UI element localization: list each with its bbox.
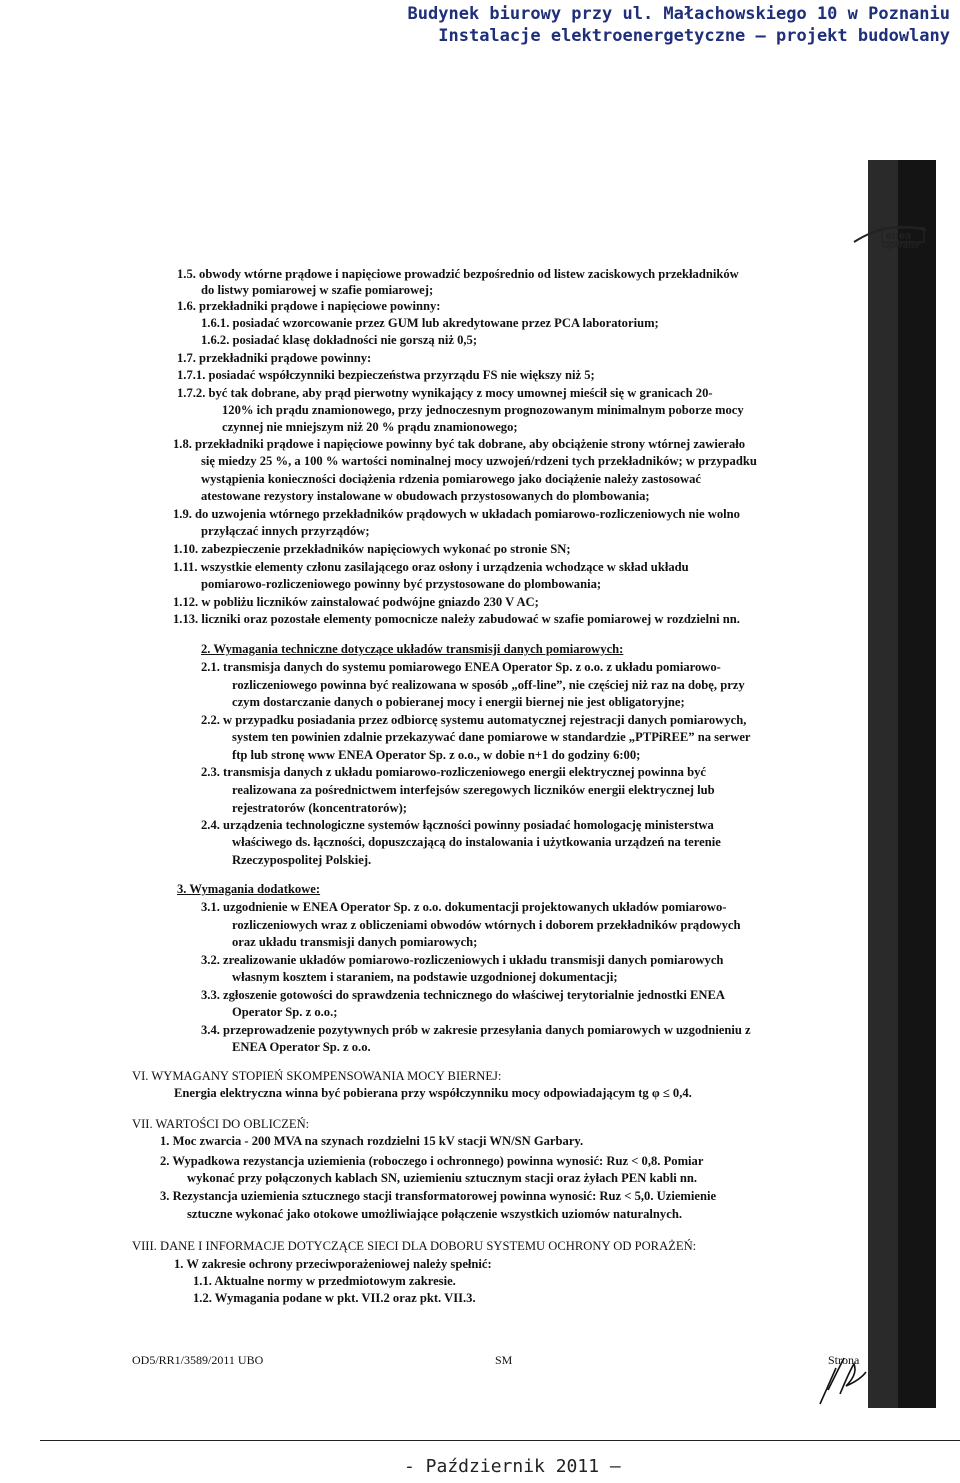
text-line: ENEA Operator Sp. z o.o. xyxy=(232,1040,371,1054)
text-line: 2. Wypadkowa rezystancja uziemienia (roboczego i ochronnego) powinna wynosić: Ruz < 0,8. Pomiar xyxy=(160,1154,704,1168)
text-line: właściwego ds. łączności, dopuszczającą do instalowania i użytkowania urządzeń na terenie xyxy=(232,835,721,849)
text-line: 1.10. zabezpieczenie przekładników napięciowych wykonać po stronie SN; xyxy=(173,542,571,556)
svg-text:enea: enea xyxy=(886,230,912,242)
text-line: 1.7. przekładniki prądowe powinny: xyxy=(177,351,372,365)
text-line: 2.1. transmisja danych do systemu pomiarowego ENEA Operator Sp. z o.o. z układu pomiarowo- xyxy=(201,660,721,674)
logo-operator-text: Operator xyxy=(882,240,921,250)
footer-page-label: Strona xyxy=(828,1353,860,1367)
text-line: 1.6.1. posiadać wzorcowanie przez GUM lub akredytowane przez PCA laboratorium; xyxy=(201,316,659,330)
text-line: 3.2. zrealizowanie układów pomiarowo-rozliczeniowych i układu transmisji danych pomiarowych xyxy=(201,953,724,967)
scan-edge-bar-inner xyxy=(868,160,898,1408)
text-line: oraz układu transmisji danych pomiarowych; xyxy=(232,935,478,949)
text-line: 1.6. przekładniki prądowe i napięciowe powinny: xyxy=(177,299,441,313)
text-line: wystąpienia konieczności dociążenia rdzenia pomiarowego jako dociążenie należy zastosować xyxy=(201,472,701,486)
text-line: realizowana za pośrednictwem interfejsów szeregowych liczników energii elektrycznej lub xyxy=(232,783,715,797)
text-line: 3.4. przeprowadzenie pozytywnych prób w zakresie przesyłania danych pomiarowych w uzgodnieniu z xyxy=(201,1023,751,1037)
section-heading: 2. Wymagania techniczne dotyczące układów transmisji danych pomiarowych: xyxy=(201,642,624,656)
chapter-heading: VII. WARTOŚCI DO OBLICZEŃ: xyxy=(132,1117,310,1131)
text-line: Operator Sp. z o.o.; xyxy=(232,1005,338,1019)
footer-date: - Październik 2011 – xyxy=(404,1456,621,1477)
signature-mark xyxy=(814,1350,874,1410)
text-line: 1.2. Wymagania podane w pkt. VII.2 oraz pkt. VII.3. xyxy=(193,1291,476,1305)
text-line: własnym kosztem i staraniem, na podstawie uzgodnionej dokumentacji; xyxy=(232,970,618,984)
chapter-heading: VI. WYMAGANY STOPIEŃ SKOMPENSOWANIA MOCY BIERNEJ: xyxy=(132,1069,502,1083)
enea-logo-icon xyxy=(848,216,930,258)
text-line: wykonać przy połączonych kablach SN, uziemieniu sztucznym stacji oraz żyłach PEN kabli nn. xyxy=(187,1171,698,1185)
text-line: czynnej nie mniejszym niż 20 % prądu znamionowego; xyxy=(222,420,518,434)
text-line: się miedzy 25 %, a 100 % wartości nominalnej mocy uzwojeń/rdzeni tych przekładników; w przypadku xyxy=(201,454,757,468)
text-line: rozliczeniowego powinna być realizowana w sposób „off-line”, nie częściej niż raz na dobę, przy xyxy=(232,678,745,692)
document-header-subtitle: Instalacje elektroenergetyczne – projekt budowlany xyxy=(438,26,950,46)
footer-initials: SM xyxy=(495,1353,513,1367)
text-line: 1.9. do uzwojenia wtórnego przekładników prądowych w układach pomiarowo-rozliczeniowych nie wolno xyxy=(173,507,740,521)
text-line: 1.6.2. posiadać klasę dokładności nie gorszą niż 0,5; xyxy=(201,333,478,347)
text-line: pomiarowo-rozliczeniowego powinny być przystosowane do plombowania; xyxy=(201,577,602,591)
footer-rule xyxy=(40,1440,960,1441)
text-line: 3.1. uzgodnienie w ENEA Operator Sp. z o.o. dokumentacji projektowanych układów pomiarowo- xyxy=(201,900,727,914)
text-line: 1.8. przekładniki prądowe i napięciowe powinny być tak dobrane, aby obciążenie strony wtórnej zawierało xyxy=(173,437,746,451)
footer-reference: OD5/RR1/3589/2011 UBO xyxy=(132,1353,264,1367)
text-line: atestowane rezystory instalowane w obudowach przystosowanych do plombowania; xyxy=(201,489,650,503)
text-line: przyłączać innych przyrządów; xyxy=(201,524,370,538)
text-line: 1.12. w pobliżu liczników zainstalować podwójne gniazdo 230 V AC; xyxy=(173,595,539,609)
chapter-heading: VIII. DANE I INFORMACJE DOTYCZĄCE SIECI DLA DOBORU SYSTEMU OCHRONY OD PORAŻEŃ: xyxy=(132,1239,697,1253)
text-line: 1.13. liczniki oraz pozostałe elementy pomocnicze należy zabudować w szafie pomiarowej w rozdzielni nn. xyxy=(173,612,740,626)
section-heading: 3. Wymagania dodatkowe: xyxy=(177,882,321,896)
text-line: system ten powinien zdalnie przekazywać dane pomiarowe w standardzie „PTPiREE” na serwer xyxy=(232,730,751,744)
text-line: 3. Rezystancja uziemienia sztucznego stacji transformatorowej powinna wynosić: Ruz < 5,0. Uziemienie xyxy=(160,1189,717,1203)
text-line: 1.1. Aktualne normy w przedmiotowym zakresie. xyxy=(193,1274,456,1288)
text-line: 1.5. obwody wtórne prądowe i napięciowe prowadzić bezpośrednio od listew zaciskowych przekładników xyxy=(177,267,739,281)
text-line: 2.4. urządzenia technologiczne systemów łączności powinny posiadać homologację ministerstwa xyxy=(201,818,714,832)
text-line: sztuczne wykonać jako otokowe umożliwiające połączenie wszystkich uziomów naturalnych. xyxy=(187,1207,682,1221)
text-line: ftp lub stronę www ENEA Operator Sp. z o.o., w dobie n+1 do godziny 6:00; xyxy=(232,748,641,762)
text-line: Rzeczypospolitej Polskiej. xyxy=(232,853,372,867)
text-line: 1. W zakresie ochrony przeciwporażeniowej należy spełnić: xyxy=(174,1257,492,1271)
text-line: 1.7.1. posiadać współczynniki bezpieczeństwa przyrządu FS nie większy niż 5; xyxy=(177,368,595,382)
text-line: 120% ich prądu znamionowego, przy jednoczesnym prognozowanym minimalnym poborze mocy xyxy=(222,403,744,417)
text-line: 3.3. zgłoszenie gotowości do sprawdzenia technicznego do właściwej terytorialnie jednostki ENEA xyxy=(201,988,725,1002)
text-line: 1. Moc zwarcia - 200 MVA na szynach rozdzielni 15 kV stacji WN/SN Garbary. xyxy=(160,1134,584,1148)
text-line: czym dostarczanie danych o pobieranej mocy i energii biernej nie jest obligatoryjne; xyxy=(232,695,685,709)
text-line: 1.11. wszystkie elementy członu zasilającego oraz osłony i urządzenia wchodzące w skład układu xyxy=(173,560,689,574)
text-line: 2.3. transmisja danych z układu pomiarowo-rozliczeniowego energii elektrycznej powinna być xyxy=(201,765,707,779)
text-line: rozliczeniowych wraz z obliczeniami obwodów wtórnych i doborem przekładników prądowych xyxy=(232,918,741,932)
document-header-title: Budynek biurowy przy ul. Małachowskiego 10 w Poznaniu xyxy=(407,4,950,24)
text-line: Energia elektryczna winna być pobierana przy współczynniku mocy odpowiadającym tg φ ≤ 0,4. xyxy=(174,1086,692,1100)
text-line: do listwy pomiarowej w szafie pomiarowej; xyxy=(201,283,434,297)
text-line: 2.2. w przypadku posiadania przez odbiorcę systemu automatycznej rejestracji danych pomiarowych, xyxy=(201,713,747,727)
text-line: rejestratorów (koncentratorów); xyxy=(232,801,407,815)
text-line: 1.7.2. być tak dobrane, aby prąd pierwotny wynikający z mocy umownej mieścił się w granicach 20- xyxy=(177,386,713,400)
